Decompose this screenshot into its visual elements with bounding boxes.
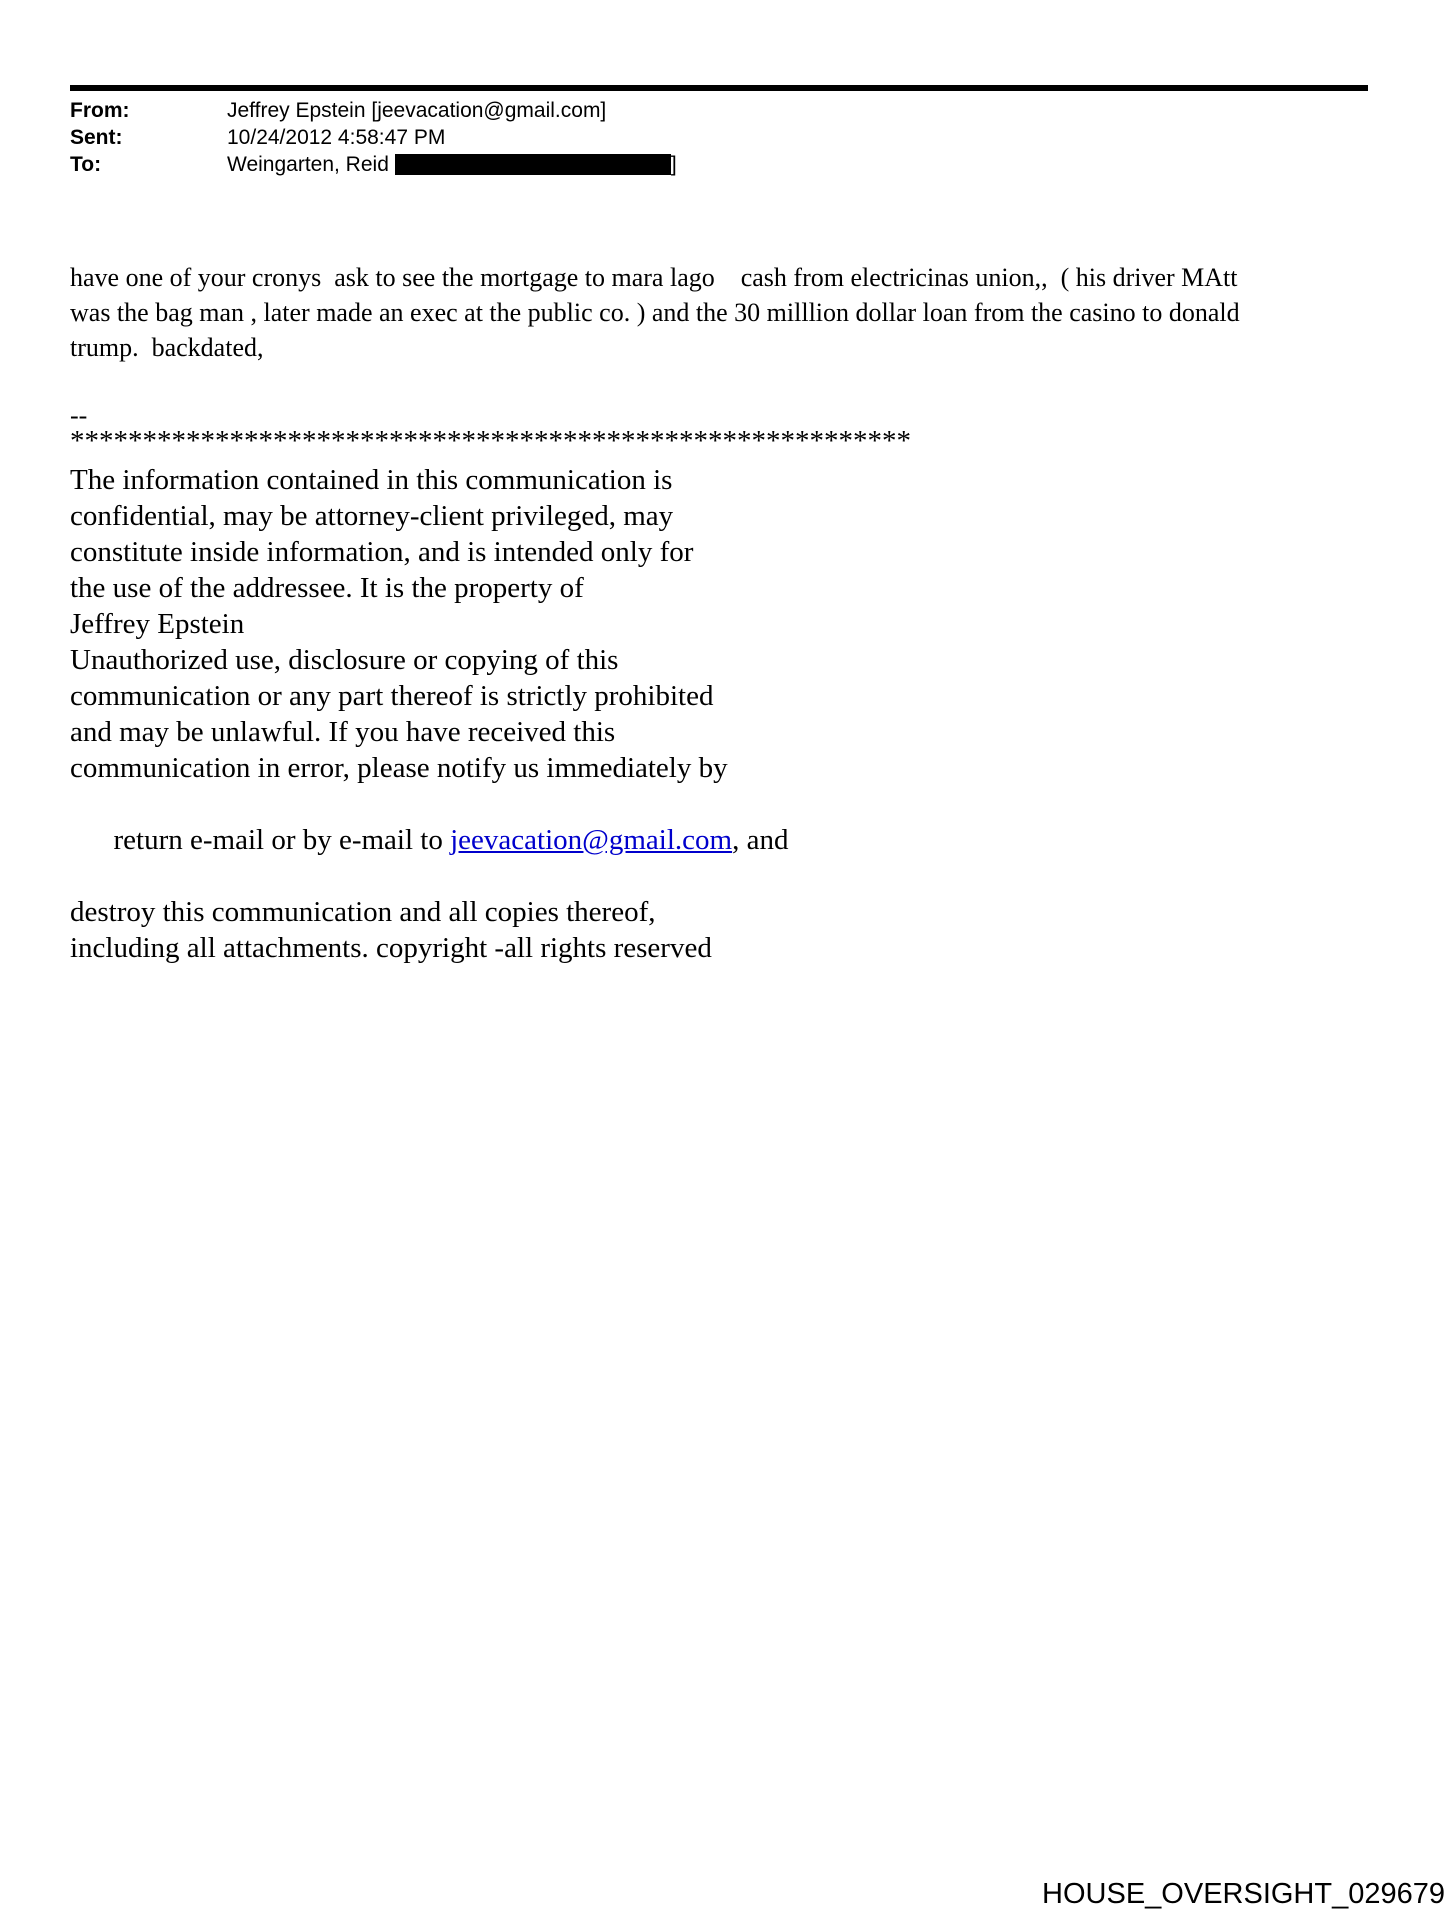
disclaimer-line: Jeffrey Epstein — [70, 608, 245, 640]
email-header — [70, 97, 677, 178]
header-row-sent — [70, 124, 677, 151]
header-divider-rule — [70, 85, 1368, 91]
from-value: Jeffrey Epstein [jeevacation@gmail.com] — [227, 99, 607, 122]
bates-number: HOUSE_OVERSIGHT_029679 — [1042, 1878, 1445, 1910]
header-row-from — [70, 97, 677, 124]
redaction-bar — [395, 154, 671, 175]
body-line: have one of your cronys ask to see the mortgage to mara lago cash from electricinas union,, ( his driver MAtt — [70, 263, 1238, 292]
disclaimer-line: communication or any part thereof is strictly prohibited — [70, 680, 714, 712]
body-line: trump. backdated, — [70, 333, 264, 362]
disclaimer-line: the use of the addressee. It is the property of — [70, 572, 584, 604]
sent-label: Sent: — [70, 126, 123, 149]
confidentiality-disclaimer — [70, 462, 788, 966]
disclaimer-line: destroy this communication and all copies thereof, — [70, 896, 656, 928]
body-line: was the bag man , later made an exec at the public co. ) and the 30 milllion dollar loan from the casino to donald — [70, 298, 1240, 327]
disclaimer-line: constitute inside information, and is intended only for — [70, 536, 694, 568]
email-body-paragraph — [70, 260, 1240, 365]
header-row-to — [70, 151, 677, 178]
signature-separator: -- — [70, 401, 88, 430]
link-line-prefix: return e-mail or by e-mail to — [113, 824, 451, 856]
asterisk-divider: ********************************************************** — [70, 425, 911, 457]
email-address-link[interactable]: jeevacation@gmail.com — [450, 824, 733, 856]
to-value: Weingarten, Reid — [227, 153, 389, 176]
link-line-suffix: , and — [732, 824, 789, 856]
disclaimer-line-with-link — [70, 786, 788, 894]
disclaimer-line: communication in error, please notify us immediately by — [70, 752, 728, 784]
redaction-close-bracket: ] — [670, 153, 677, 176]
from-label: From: — [70, 99, 130, 122]
disclaimer-line: confidential, may be attorney-client privileged, may — [70, 500, 674, 532]
sent-value: 10/24/2012 4:58:47 PM — [227, 126, 446, 149]
disclaimer-line: and may be unlawful. If you have received this — [70, 716, 616, 748]
to-label: To: — [70, 153, 102, 176]
disclaimer-line: Unauthorized use, disclosure or copying of this — [70, 644, 619, 676]
disclaimer-line: including all attachments. copyright -all rights reserved — [70, 932, 712, 964]
disclaimer-line: The information contained in this communication is — [70, 464, 673, 496]
